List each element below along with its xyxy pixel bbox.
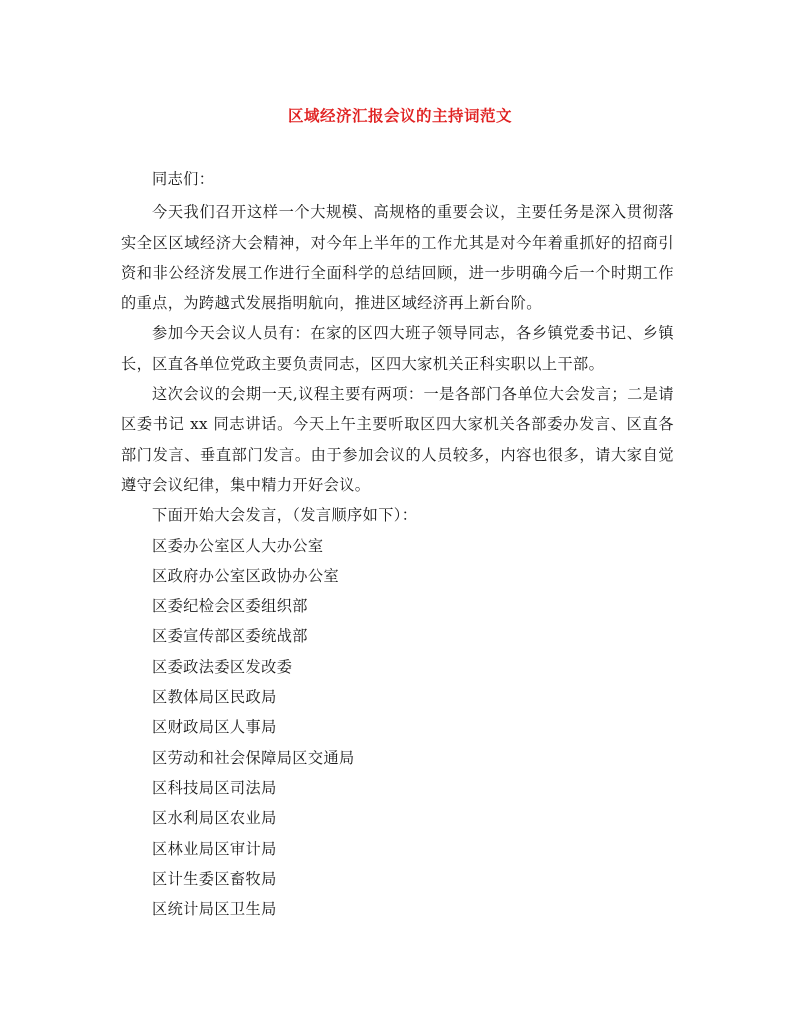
speaker-list-item: 区水利局区农业局 (152, 809, 277, 828)
speaker-list-item: 区林业局区审计局 (152, 839, 277, 858)
speaker-list-item: 区政府办公室区政协办公室 (152, 566, 340, 585)
speaker-list (121, 531, 674, 925)
speaker-list-item: 区财政局区人事局 (152, 718, 277, 737)
speaker-list-item: 区委纪检会区委组织部 (152, 597, 308, 616)
document-title: 区域经济汇报会议的主持词范文 (287, 106, 512, 125)
speaker-list-item: 区委宣传部区委统战部 (152, 627, 308, 646)
greeting: 同志们： (152, 170, 215, 188)
speaker-list-item: 区科技局区司法局 (152, 778, 277, 797)
speaker-list-item: 区委办公室区人大办公室 (152, 536, 324, 555)
document-body (121, 164, 674, 924)
speaker-list-item: 区计生委区畜牧局 (152, 869, 277, 888)
speaker-list-item: 区统计局区卫生局 (152, 900, 277, 919)
speaker-list-item: 区委政法委区发改委 (152, 657, 293, 676)
paragraph-opening: 今天我们召开这样一个大规模、高规格的重要会议，主要任务是深入贯彻落实全区区域经济大会精神，对今年上半年的工作尤其是对今年着重抓好的招商引资和非公经济发展工作进行全面科学的总结回顾，进一步明确今后一个时期工作的重点，为跨越式发展指明航向，推进区域经济再上新台阶。 (121, 203, 674, 313)
paragraph-agenda: 这次会议的会期一天,议程主要有两项：一是各部门各单位大会发言；二是请区委书记 xx 同志讲话。今天上午主要听取区四大家机关各部委办发言、区直各部门发言、垂直部门发言。由于参加会议的人员较多，内容也很多，请大家自觉遵守会议纪律，集中精力开好会议。 (121, 385, 674, 494)
paragraph-attendees: 参加今天会议人员有：在家的区四大班子领导同志，各乡镇党委书记、乡镇长，区直各单位党政主要负责同志，区四大家机关正科实职以上干部。 (121, 324, 674, 373)
paragraph-speaking-order: 下面开始大会发言，（发言顺序如下）： (152, 506, 418, 525)
speaker-list-item: 区教体局区民政局 (152, 688, 277, 707)
speaker-list-item: 区劳动和社会保障局区交通局 (152, 748, 355, 767)
